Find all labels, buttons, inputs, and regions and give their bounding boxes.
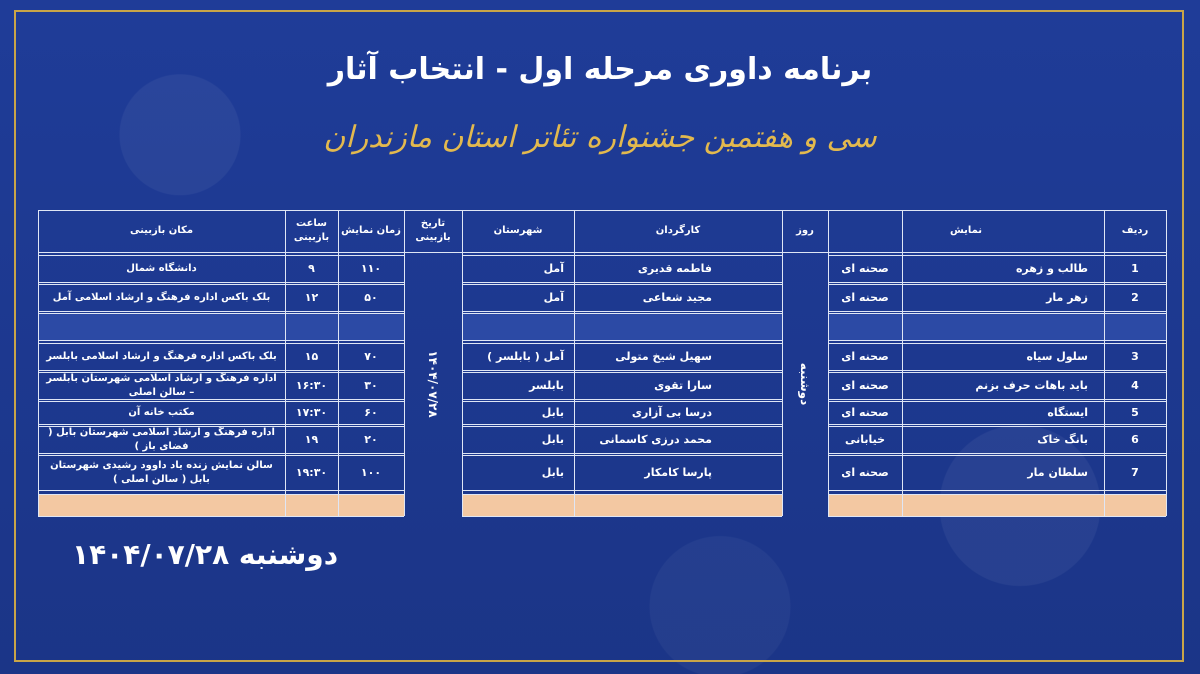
table-footer-band bbox=[828, 494, 1166, 516]
empty-row bbox=[38, 313, 404, 340]
header-row: ردیف bbox=[1121, 225, 1149, 236]
table-rule bbox=[574, 210, 575, 516]
cell-duration: ۵۰ bbox=[364, 290, 378, 304]
cell-type: صحنه ای bbox=[841, 261, 889, 275]
cell-no: 5 bbox=[1131, 405, 1139, 419]
cell-no: 7 bbox=[1131, 465, 1139, 479]
table-rule bbox=[462, 455, 782, 456]
cell-show: سلول سیاه bbox=[1026, 349, 1088, 363]
header-day: روز bbox=[796, 225, 814, 236]
cell-no: 2 bbox=[1131, 290, 1139, 304]
table-rule bbox=[38, 370, 404, 371]
table-rule bbox=[38, 372, 404, 373]
cell-show: طالب و زهره bbox=[1015, 261, 1088, 275]
table-rule bbox=[462, 282, 782, 283]
table-rule bbox=[462, 399, 782, 400]
table-rule bbox=[828, 372, 1166, 373]
table-rule bbox=[462, 255, 782, 256]
schedule-table bbox=[38, 210, 1166, 518]
table-rule bbox=[828, 370, 1166, 371]
table-rule bbox=[38, 401, 404, 402]
table-rule bbox=[462, 453, 782, 454]
cell-city: بابلسر bbox=[529, 378, 564, 392]
cell-city: آمل ( بابلسر ) bbox=[487, 349, 564, 363]
header-director: کارگردان bbox=[655, 225, 701, 236]
cell-venue: اداره فرهنگ و ارشاد اسلامی شهرستان بابل ( فضای باز ) bbox=[48, 426, 275, 452]
cell-director: سارا تقوی bbox=[654, 378, 712, 392]
cell-director: سهیل شیخ متولی bbox=[615, 349, 712, 363]
table-rule bbox=[828, 453, 1166, 454]
table-rule bbox=[285, 210, 286, 516]
header-venue: مکان بازبینی bbox=[129, 225, 194, 236]
table-rule bbox=[462, 490, 782, 491]
cell-time: ۱۹:۳۰ bbox=[295, 465, 328, 479]
cell-city: آمل bbox=[543, 290, 564, 304]
merged-day: دوشنبه bbox=[798, 362, 812, 406]
empty-row bbox=[828, 313, 1166, 340]
festival-subtitle: سی و هفتمین جشنواره تئاتر استان مازندران bbox=[323, 120, 877, 155]
table-rule bbox=[828, 424, 1166, 425]
table-rule bbox=[828, 340, 1166, 341]
cell-duration: ۲۰ bbox=[364, 432, 378, 446]
table-rule bbox=[38, 282, 404, 283]
table-rule bbox=[38, 516, 404, 517]
table-rule bbox=[462, 343, 782, 344]
cell-city: آمل bbox=[543, 261, 564, 275]
cell-show: ایستگاه bbox=[1047, 405, 1088, 419]
footer-day: دوشنبه bbox=[238, 538, 339, 571]
cell-show: باید باهات حرف بزنم bbox=[975, 378, 1088, 392]
header-time: ساعت بازبینی bbox=[293, 218, 330, 243]
cell-director: فاطمه قدیری bbox=[637, 261, 712, 275]
table-rule bbox=[1104, 210, 1105, 516]
table-rule bbox=[462, 210, 463, 516]
cell-no: 6 bbox=[1131, 432, 1139, 446]
table-rule bbox=[828, 494, 1166, 495]
cell-time: ۱۵ bbox=[304, 349, 319, 363]
cell-type: خیابانی bbox=[844, 432, 886, 446]
table-rule bbox=[828, 516, 1166, 517]
footer-date-value: ۱۴۰۴/۰۷/۲۸ bbox=[72, 538, 230, 571]
cell-duration: ۷۰ bbox=[364, 349, 378, 363]
table-rule bbox=[828, 401, 1166, 402]
cell-venue: دانشگاه شمال bbox=[126, 262, 197, 274]
header-show: نمایش bbox=[949, 225, 983, 236]
header-city: شهرستان bbox=[493, 225, 543, 236]
footer-date bbox=[72, 538, 338, 571]
table-rule bbox=[38, 424, 404, 425]
table-rule bbox=[38, 453, 404, 454]
table-rule bbox=[828, 284, 1166, 285]
table-rule bbox=[38, 255, 404, 256]
merged-date: ۱۴۰۴/۰۷/۲۸ bbox=[426, 350, 440, 418]
table-footer-band bbox=[38, 494, 404, 516]
table-rule bbox=[828, 313, 1166, 314]
empty-row bbox=[462, 313, 782, 340]
table-rule bbox=[38, 210, 39, 516]
table-rule bbox=[462, 494, 782, 495]
cell-venue: اداره فرهنگ و ارشاد اسلامی شهرستان بابلسر – سالن اصلی bbox=[46, 372, 277, 398]
cell-time: ۱۹ bbox=[304, 432, 319, 446]
cell-venue: سالن نمایش زنده یاد داوود رشیدی شهرستان بابل ( سالن اصلی ) bbox=[50, 459, 273, 485]
cell-city: بابل bbox=[541, 432, 564, 446]
table-rule bbox=[902, 210, 903, 516]
cell-city: بابل bbox=[541, 405, 564, 419]
table-rule bbox=[828, 282, 1166, 283]
table-rule bbox=[828, 490, 1166, 491]
table-rule bbox=[828, 455, 1166, 456]
table-rule bbox=[38, 340, 404, 341]
table-rule bbox=[462, 516, 782, 517]
table-rule bbox=[462, 426, 782, 427]
cell-type: صحنه ای bbox=[841, 405, 889, 419]
cell-type: صحنه ای bbox=[841, 378, 889, 392]
table-rule bbox=[462, 313, 782, 314]
table-rule bbox=[38, 311, 404, 312]
table-rule bbox=[404, 210, 405, 516]
cell-no: 3 bbox=[1131, 349, 1139, 363]
table-rule bbox=[38, 343, 404, 344]
table-rule bbox=[782, 210, 783, 516]
table-rule bbox=[828, 210, 829, 516]
cell-duration: ۱۱۰ bbox=[360, 261, 382, 275]
cell-director: مجید شعاعی bbox=[642, 290, 712, 304]
table-rule bbox=[462, 372, 782, 373]
table-rule bbox=[828, 311, 1166, 312]
table-rule bbox=[38, 490, 404, 491]
table-rule bbox=[38, 252, 1166, 253]
table-rule bbox=[38, 455, 404, 456]
cell-director: پارسا کامکار bbox=[644, 465, 712, 479]
table-rule bbox=[462, 340, 782, 341]
table-rule bbox=[1166, 210, 1167, 516]
cell-duration: ۳۰ bbox=[364, 378, 378, 392]
table-rule bbox=[462, 311, 782, 312]
cell-time: ۱۶:۳۰ bbox=[295, 378, 328, 392]
cell-type: صحنه ای bbox=[841, 465, 889, 479]
table-rule bbox=[38, 426, 404, 427]
table-rule bbox=[828, 255, 1166, 256]
table-rule bbox=[462, 284, 782, 285]
table-rule bbox=[38, 210, 1166, 211]
table-rule bbox=[828, 399, 1166, 400]
cell-venue: بلک باکس اداره فرهنگ و ارشاد اسلامی آمل bbox=[52, 291, 271, 303]
table-rule bbox=[828, 343, 1166, 344]
table-rule bbox=[38, 284, 404, 285]
cell-no: 1 bbox=[1131, 261, 1139, 275]
header-duration: زمان نمایش bbox=[341, 225, 401, 236]
cell-duration: ۶۰ bbox=[364, 405, 378, 419]
page-title: برنامه داوری مرحله اول - انتخاب آثار bbox=[327, 52, 873, 87]
header-date: تاریخ بازبینی bbox=[415, 218, 451, 243]
cell-time: ۱۲ bbox=[304, 290, 319, 304]
cell-duration: ۱۰۰ bbox=[360, 465, 382, 479]
cell-venue: بلک باکس اداره فرهنگ و ارشاد اسلامی بابلسر bbox=[46, 350, 277, 362]
cell-director: محمد درزی کاسمانی bbox=[599, 432, 712, 446]
table-rule bbox=[38, 313, 404, 314]
table-rule bbox=[462, 370, 782, 371]
table-rule bbox=[38, 399, 404, 400]
cell-time: ۹ bbox=[308, 261, 315, 275]
cell-director: درسا بی آزاری bbox=[631, 405, 712, 419]
table-rule bbox=[338, 210, 339, 516]
table-rule bbox=[462, 401, 782, 402]
table-footer-band bbox=[462, 494, 782, 516]
cell-show: بانگ خاک bbox=[1037, 432, 1088, 446]
cell-time: ۱۷:۳۰ bbox=[295, 405, 328, 419]
cell-city: بابل bbox=[541, 465, 564, 479]
cell-type: صحنه ای bbox=[841, 349, 889, 363]
cell-type: صحنه ای bbox=[841, 290, 889, 304]
cell-no: 4 bbox=[1131, 378, 1139, 392]
cell-venue: مکتب خانه آن bbox=[128, 406, 195, 418]
table-rule bbox=[462, 424, 782, 425]
table-rule bbox=[828, 426, 1166, 427]
table-rule bbox=[38, 494, 404, 495]
cell-show: زهر مار bbox=[1046, 290, 1088, 304]
cell-show: سلطان مار bbox=[1027, 465, 1088, 479]
